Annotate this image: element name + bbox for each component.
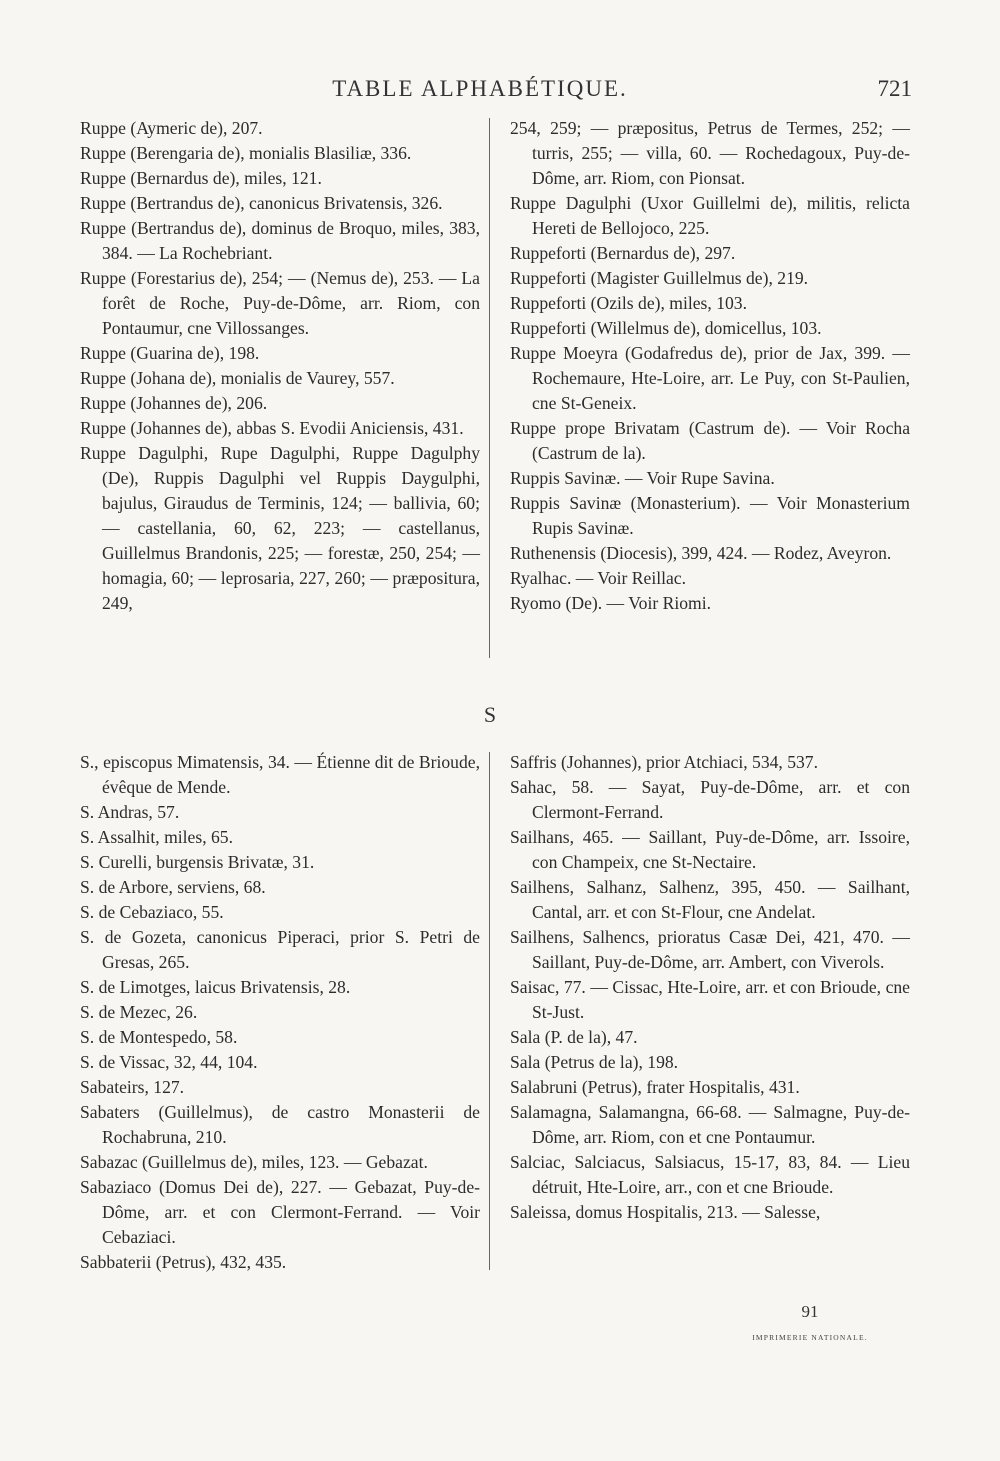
right-column-top (510, 116, 910, 616)
index-entry: Ruppe (Bernardus de), miles, 121. (80, 168, 322, 188)
index-entry: S. de Gozeta, canonicus Piperaci, prior S. Petri de Gresas, 265. (80, 927, 480, 972)
index-entry: Salciac, Salciacus, Salsiacus, 15-17, 83, 84. — Lieu détruit, Hte-Loire, arr., con et cne Brioude. (510, 1152, 910, 1197)
index-entry: Salabruni (Petrus), frater Hospitalis, 431. (510, 1077, 800, 1097)
index-entry: Sala (P. de la), 47. (510, 1027, 638, 1047)
index-entry: S. de Vissac, 32, 44, 104. (80, 1052, 258, 1072)
index-entry: S. de Cebaziaco, 55. (80, 902, 224, 922)
signature-mark: 91 (801, 1302, 819, 1321)
index-entry: Saisac, 77. — Cissac, Hte-Loire, arr. et con Brioude, cne St-Just. (510, 977, 910, 1022)
index-entry: Ruppe Dagulphi (Uxor Guillelmi de), militis, relicta Hereti de Bellojoco, 225. (510, 193, 910, 238)
index-entry: Ruppeforti (Bernardus de), 297. (510, 243, 736, 263)
index-entry: S. Curelli, burgensis Brivatæ, 31. (80, 852, 315, 872)
index-entry: Ruppe Moeyra (Godafredus de), prior de Jax, 399. — Rochemaure, Hte-Loire, arr. Le Puy, con St-Paulien, cne St-Geneix. (510, 343, 910, 413)
right-column-bottom (510, 750, 910, 1225)
index-entry: S. de Limotges, laicus Brivatensis, 28. (80, 977, 351, 997)
column-divider (489, 118, 490, 658)
index-entry: Salamagna, Salamangna, 66-68. — Salmagne, Puy-de-Dôme, arr. Riom, con et cne Pontaumur. (510, 1102, 910, 1147)
index-entry: Ryomo (De). — Voir Riomi. (510, 593, 711, 613)
index-entry: Ruppeforti (Ozils de), miles, 103. (510, 293, 747, 313)
index-entry: Ruppe (Guarina de), 198. (80, 343, 260, 363)
index-entry: Sabbaterii (Petrus), 432, 435. (80, 1252, 287, 1272)
index-entry: Ruppe (Forestarius de), 254; — (Nemus de), 253. — La forêt de Roche, Puy-de-Dôme, arr. Riom, con Pontaumur, cne Villossanges. (80, 268, 480, 338)
index-entry: Sabaziaco (Domus Dei de), 227. — Gebazat, Puy-de-Dôme, arr. et con Clermont-Ferrand. — Voir Cebaziaci. (80, 1177, 480, 1247)
index-entry: Ruppis Savinæ. — Voir Rupe Savina. (510, 468, 775, 488)
index-entry: Sailhans, 465. — Saillant, Puy-de-Dôme, arr. Issoire, con Champeix, cne St-Nectaire. (510, 827, 910, 872)
index-entry: Ruthenensis (Diocesis), 399, 424. — Rodez, Aveyron. (510, 543, 892, 563)
index-entry: Ryalhac. — Voir Reillac. (510, 568, 687, 588)
page-number: 721 (877, 76, 912, 101)
index-entry: Ruppeforti (Willelmus de), domicellus, 103. (510, 318, 822, 338)
index-entry: Ruppis Savinæ (Monasterium). — Voir Monasterium Rupis Savinæ. (510, 493, 910, 538)
left-column-top (80, 116, 480, 616)
index-entry: S. de Mezec, 26. (80, 1002, 198, 1022)
index-entry: S. Assalhit, miles, 65. (80, 827, 233, 847)
column-divider (489, 752, 490, 1270)
index-entry: Sabazac (Guillelmus de), miles, 123. — Gebazat. (80, 1152, 428, 1172)
index-entry: Sailhens, Salhanz, Salhenz, 395, 450. — Sailhant, Cantal, arr. et con St-Flour, cne Andelat. (510, 877, 910, 922)
index-entry: Ruppe (Johana de), monialis de Vaurey, 557. (80, 368, 395, 388)
index-entry: Ruppe Dagulphi, Rupe Dagulphi, Ruppe Dagulphy (De), Ruppis Dagulphi vel Ruppis Daygulphi, bajulus, Giraudus de Terminis, 124; — ballivia, 60; — castellania, 60, 62, 223; — castellanus, Guillelmus Brandonis, 225; — forestæ, 250, 254; — homagia, 60; — leprosaria, 227, 260; — præpositura, 249, (80, 443, 480, 613)
index-entry: Sabaters (Guillelmus), de castro Monasterii de Rochabruna, 210. (80, 1102, 480, 1147)
printer-imprint: IMPRIMERIE NATIONALE. (752, 1333, 868, 1342)
index-entry: Sailhens, Salhencs, prioratus Casæ Dei, 421, 470. — Saillant, Puy-de-Dôme, arr. Ambert, con Viverols. (510, 927, 910, 972)
index-entry: 254, 259; — præpositus, Petrus de Termes, 252; — turris, 255; — villa, 60. — Rochedagoux, Puy-de-Dôme, arr. Riom, con Pionsat. (510, 118, 910, 188)
page-title: TABLE ALPHABÉTIQUE. (332, 76, 628, 101)
index-entry: Saleissa, domus Hospitalis, 213. — Salesse, (510, 1202, 821, 1222)
index-entry: S. Andras, 57. (80, 802, 180, 822)
index-entry: S. de Montespedo, 58. (80, 1027, 238, 1047)
index-entry: Sala (Petrus de la), 198. (510, 1052, 679, 1072)
index-entry: Saffris (Johannes), prior Atchiaci, 534, 537. (510, 752, 818, 772)
index-entry: S. de Arbore, serviens, 68. (80, 877, 266, 897)
left-column-bottom (80, 750, 480, 1275)
index-entry: Ruppe (Johannes de), 206. (80, 393, 268, 413)
index-entry: Ruppe (Johannes de), abbas S. Evodii Aniciensis, 431. (80, 418, 464, 438)
index-entry: Ruppeforti (Magister Guillelmus de), 219. (510, 268, 809, 288)
index-entry: S., episcopus Mimatensis, 34. — Étienne dit de Brioude, évêque de Mende. (80, 752, 480, 797)
index-entry: Ruppe prope Brivatam (Castrum de). — Voir Rocha (Castrum de la). (510, 418, 910, 463)
index-entry: Ruppe (Aymeric de), 207. (80, 118, 263, 138)
index-entry: Ruppe (Bertrandus de), canonicus Brivatensis, 326. (80, 193, 443, 213)
index-entry: Ruppe (Bertrandus de), dominus de Broquo, miles, 383, 384. — La Rochebriant. (80, 218, 480, 263)
index-entry: Sahac, 58. — Sayat, Puy-de-Dôme, arr. et con Clermont-Ferrand. (510, 777, 910, 822)
index-entry: Ruppe (Berengaria de), monialis Blasiliæ, 336. (80, 143, 412, 163)
index-entry: Sabateirs, 127. (80, 1077, 185, 1097)
section-letter: S (483, 702, 497, 727)
